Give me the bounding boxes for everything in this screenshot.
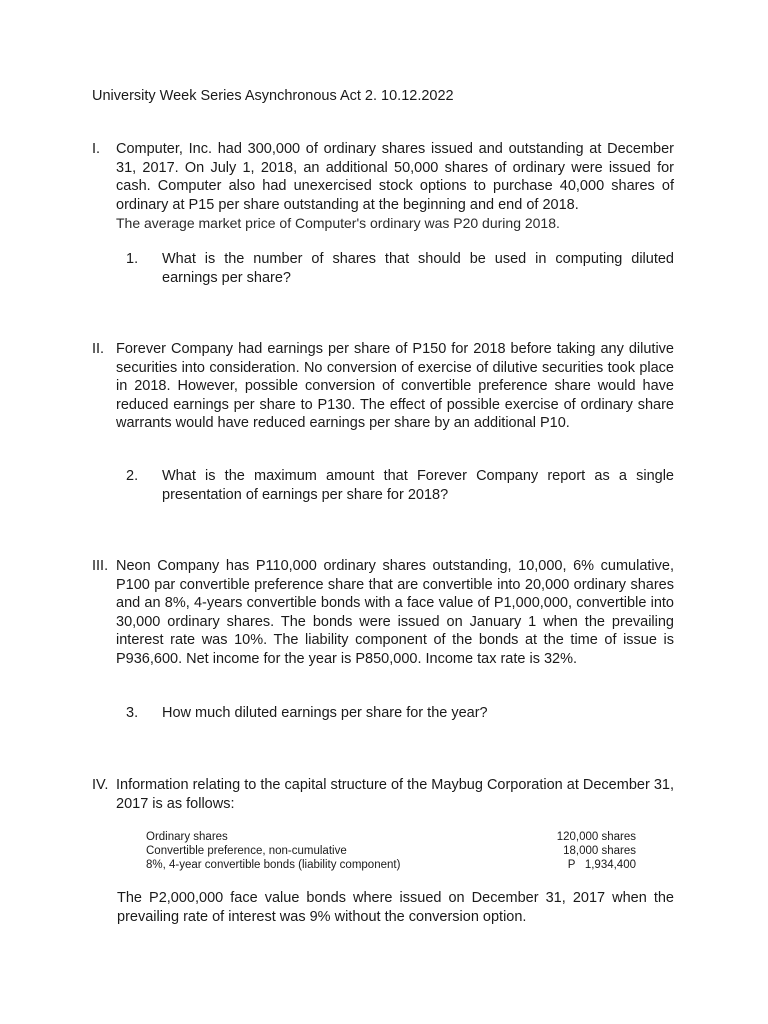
section-number: III. (92, 558, 109, 574)
section-4 (92, 776, 674, 813)
question-2 (126, 467, 674, 504)
section-number: IV. (92, 777, 109, 793)
table-row (146, 844, 636, 858)
question-text: What is the maximum amount that Forever Company report as a single presentation of earnings per share for 2018? (162, 468, 674, 503)
section-text: Information relating to the capital structure of the Maybug Corporation at December 31, 2017 is as follows: (116, 777, 674, 812)
row-value: P 1,934,400 (567, 859, 636, 871)
question-text: How much diluted earnings per share for the year? (162, 705, 488, 721)
row-label: Ordinary shares (146, 831, 228, 843)
section-body: Computer, Inc. had 300,000 of ordinary shares issued and outstanding at December 31, 2017. On July 1, 2018, an additional 50,000 shares of ordinary were issued for cash. Computer also had unexercised stock options to purchase 40,000 shares of ordinary at P15 per share outstanding at the beginning and end of 2018. (116, 141, 674, 213)
row-label: Convertible preference, non-cumulative (146, 845, 347, 857)
section-3 (92, 557, 674, 668)
table-row (146, 830, 636, 844)
section-number: II. (92, 341, 105, 357)
question-number: 2. (126, 468, 139, 484)
section-text: Forever Company had earnings per share of P150 for 2018 before taking any dilutive securities into consideration. No conversion of exercise of dilutive securities took place in 2018. However, possible conversion of convertible preference share would have reduced earnings per share to P130. The effect of possible exercise of ordinary share warrants would have reduced earnings per share by an additional P10. (116, 341, 674, 431)
section-2 (92, 340, 674, 433)
row-value: 18,000 shares (563, 845, 636, 857)
section-text: Neon Company has P110,000 ordinary shares outstanding, 10,000, 6% cumulative, P100 par convertible preference share that are convertible into 20,000 ordinary shares and an 8%, 4-years convertible bonds with a face value of P1,000,000, convertible into 30,000 ordinary shares. The bonds were issued on January 1 when the prevailing interest rate was 10%. The liability component of the bonds at the time of issue is P936,600. Net income for the year is P850,000. Income tax rate is 32%. (116, 558, 674, 667)
question-number: 3. (126, 705, 139, 721)
section-number: I. (92, 141, 101, 157)
question-3 (126, 704, 674, 723)
question-1 (126, 250, 674, 287)
row-label: 8%, 4-year convertible bonds (liability component) (146, 859, 401, 871)
section-1 (92, 140, 674, 233)
capital-structure-table (146, 830, 636, 872)
table-row (146, 858, 636, 872)
section-tail: The average market price of Computer's ordinary was P20 during 2018. (116, 215, 560, 231)
question-number: 1. (126, 251, 139, 267)
closing-paragraph: The P2,000,000 face value bonds where issued on December 31, 2017 when the prevailing rate of interest was 9% without the conversion option. (117, 890, 674, 925)
document-title: University Week Series Asynchronous Act 2. 10.12.2022 (92, 88, 454, 104)
section-text (116, 140, 674, 233)
row-value: 120,000 shares (556, 831, 636, 843)
question-text: What is the number of shares that should be used in computing diluted earnings per share? (162, 251, 674, 286)
